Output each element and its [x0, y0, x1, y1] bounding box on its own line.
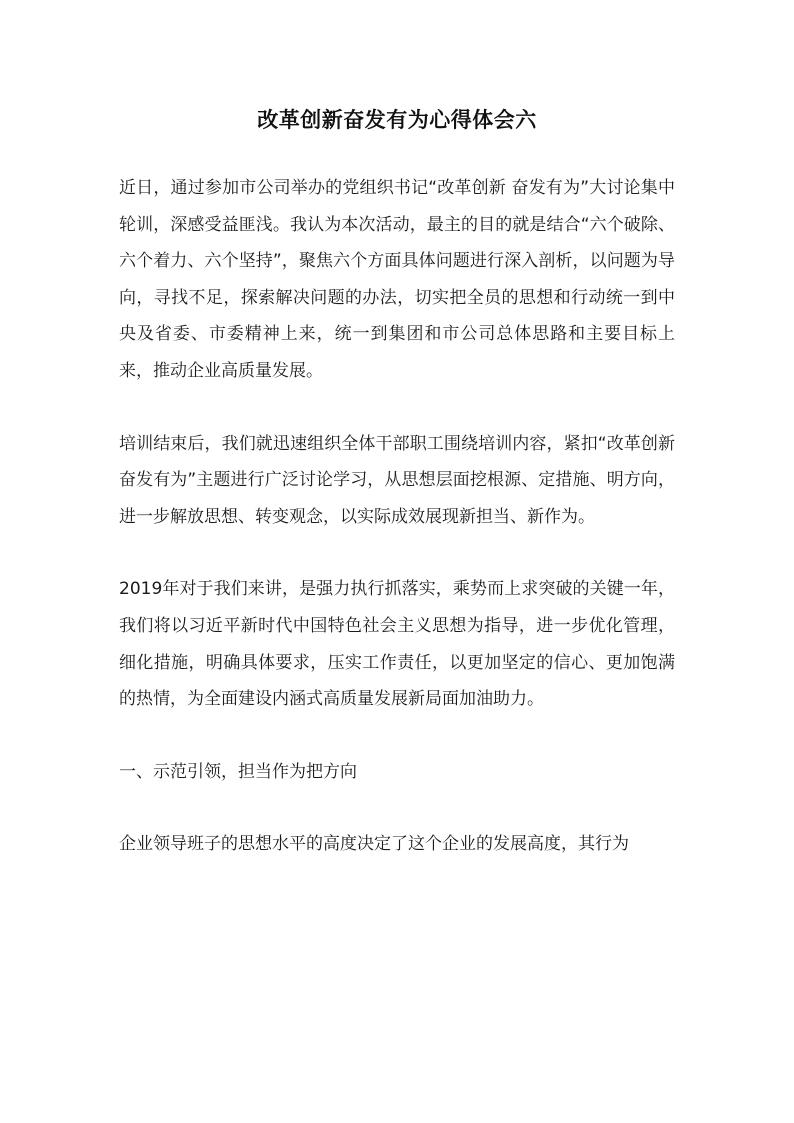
paragraph-2019: 2019年对于我们来讲，是强力执行抓落实，乘势而上求突破的关键一年，我们将以习近平新时代中国特色社会主义思想为指导，进一步优化管理，细化措施，明确具体要求，压实工作责任，以更加坚定的信心、更加饱满的热情，为全面建设内涵式高质量发展新局面加油助力。 [119, 579, 675, 710]
paragraph-training: 培训结束后，我们就迅速组织全体干部职工围绕培训内容，紧扣“改革创新 奋发有为”主题进行广泛讨论学习，从思想层面挖根源、定措施、明方向，进一步解放思想、转变观念，以实际成效展现新担当、新作为。 [119, 433, 675, 527]
document-body [119, 170, 675, 863]
document-title: 改革创新奋发有为心得体会六 [257, 107, 537, 132]
paragraph-intro: 近日，通过参加市公司举办的党组织书记“改革创新 奋发有为”大讨论集中轮训，深感受益匪浅。我认为本次活动，最主的目的就是结合“六个破除、六个着力、六个坚持”，聚焦六个方面具体问题进行深入剖析，以问题为导向，寻找不足，探索解决问题的办法，切实把全员的思想和行动统一到中央及省委、市委精神上来，统一到集团和市公司总体思路和主要目标上来，推动企业高质量发展。 [119, 178, 675, 381]
section-heading-1: 一、示范引领，担当作为把方向 [119, 761, 357, 782]
paragraph-leadership: 企业领导班子的思想水平的高度决定了这个企业的发展高度，其行为 [119, 834, 629, 855]
